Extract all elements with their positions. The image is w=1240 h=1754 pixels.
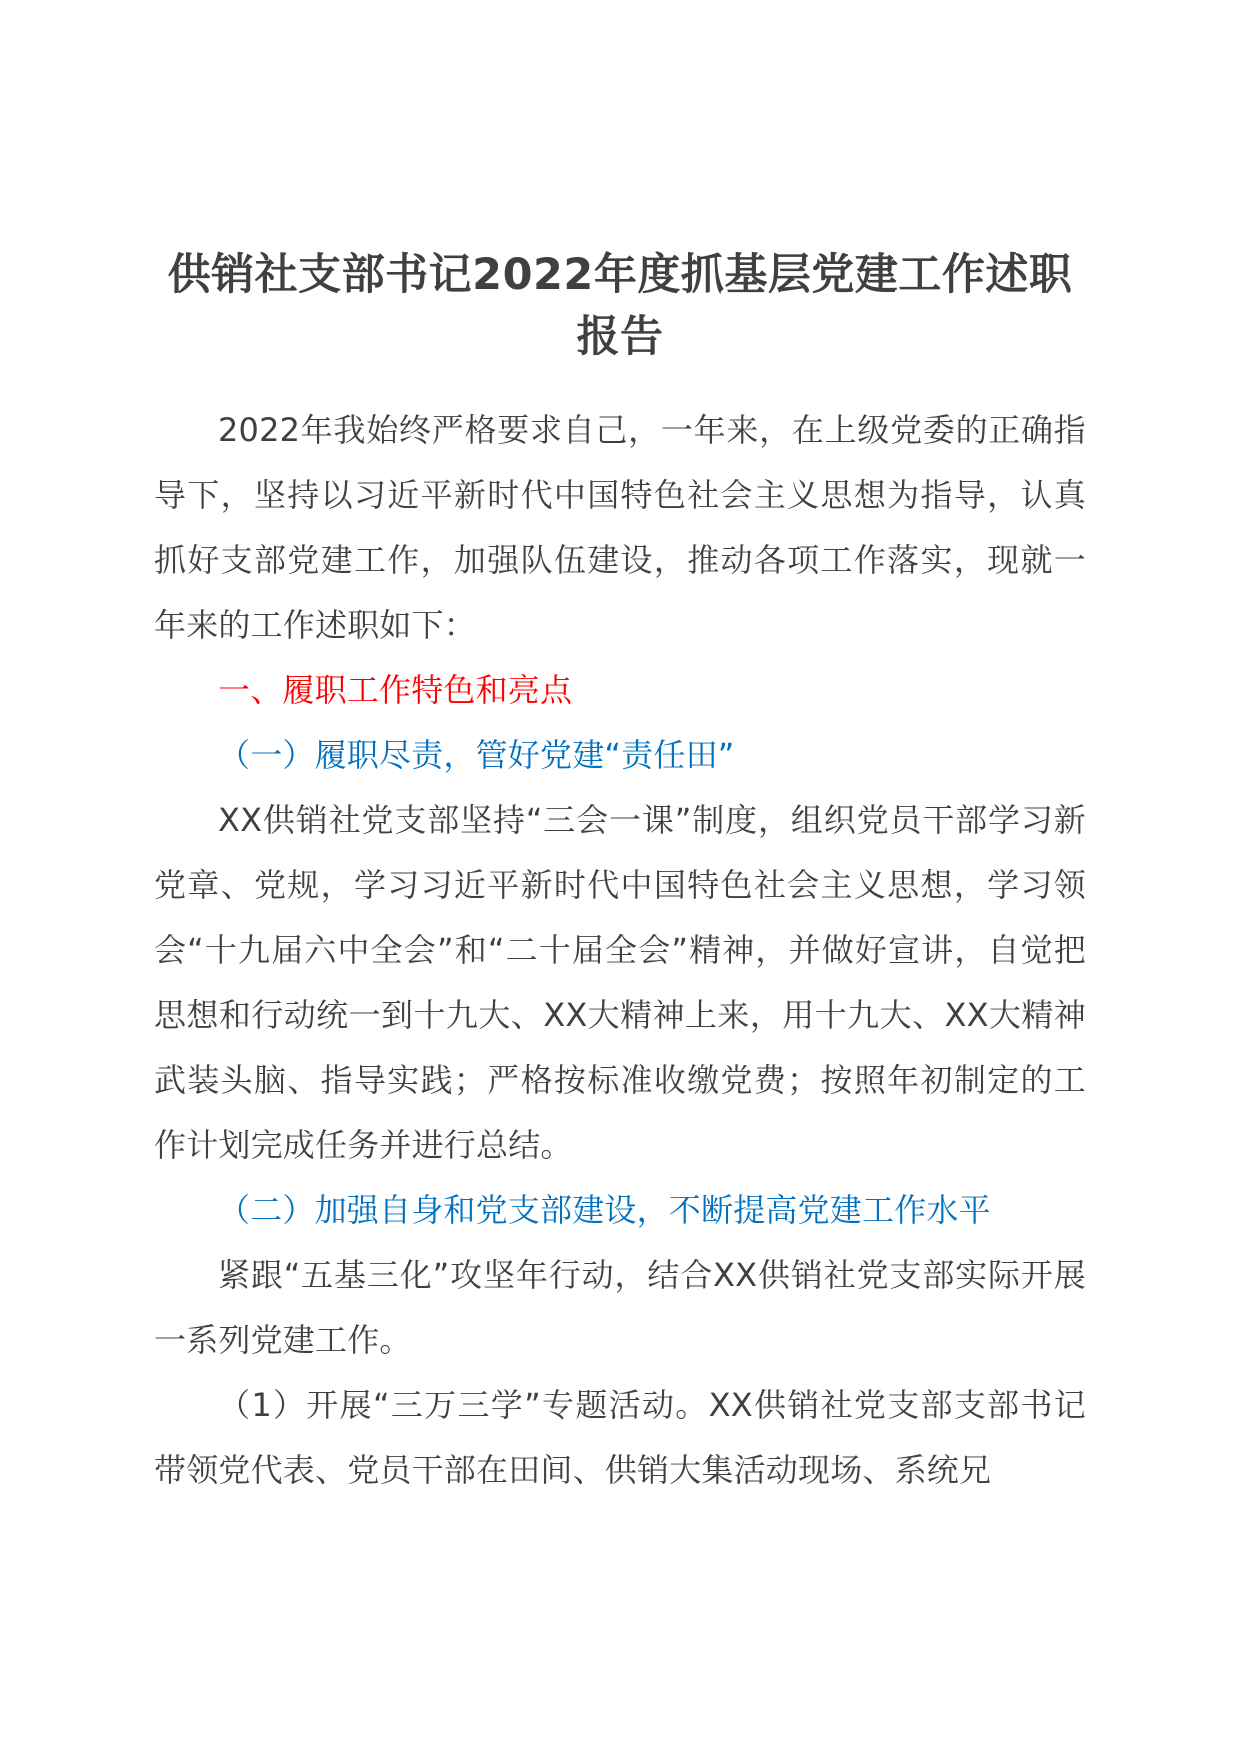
intro-paragraph: 2022年我始终严格要求自己，一年来，在上级党委的正确指导下，坚持以习近平新时代中国特色社会主义思想为指导，认真抓好支部党建工作，加强队伍建设，推动各项工作落实，现就一年来的工作述职如下： (154, 411, 1086, 644)
document-page (154, 244, 1086, 1503)
subsection-heading-1: （一）履职尽责，管好党建“责任田” (218, 736, 735, 774)
subsection-heading-2: （二）加强自身和党支部建设，不断提高党建工作水平 (218, 1191, 991, 1229)
section-heading-1: 一、履职工作特色和亮点 (218, 671, 573, 709)
document-title: 供销社支部书记2022年度抓基层党建工作述职报告 (167, 250, 1073, 362)
body-paragraph: （1）开展“三万三学”专题活动。XX供销社党支部支部书记带领党代表、党员干部在田间、供销大集活动现场、系统兄 (154, 1386, 1086, 1489)
body-paragraph: 紧跟“五基三化”攻坚年行动，结合XX供销社党支部实际开展一系列党建工作。 (154, 1256, 1086, 1359)
body-paragraph: XX供销社党支部坚持“三会一课”制度，组织党员干部学习新党章、党规，学习习近平新时代中国特色社会主义思想，学习领会“十九届六中全会”和“二十届全会”精神，并做好宣讲，自觉把思想和行动统一到十九大、XX大精神上来，用十九大、XX大精神武装头脑、指导实践；严格按标准收缴党费；按照年初制定的工作计划完成任务并进行总结。 (154, 801, 1086, 1164)
document-body (154, 398, 1086, 1503)
